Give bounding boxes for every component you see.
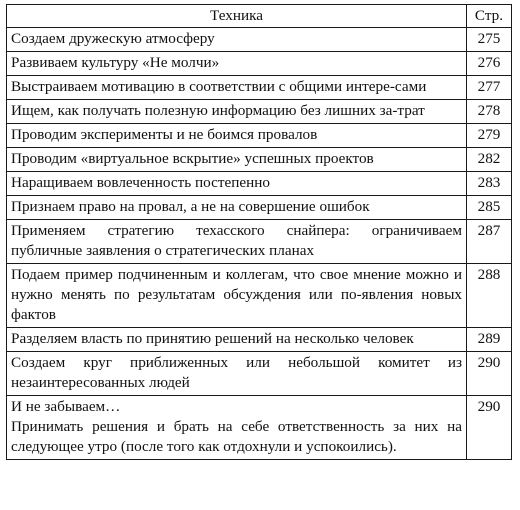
table-row [7, 76, 512, 100]
technique-cell: Развиваем культуру «Не молчи» [7, 52, 467, 76]
techniques-table [6, 4, 512, 460]
page-cell: 278 [467, 100, 512, 124]
table-row [7, 396, 512, 460]
technique-cell: Применяем стратегию техасского снайпера: ограничиваем публичные заявления о стратегических планах [7, 220, 467, 264]
technique-cell: Выстраиваем мотивацию в соответствии с общими интере-сами [7, 76, 467, 100]
table-row [7, 220, 512, 264]
table-header-row [7, 5, 512, 28]
page-cell: 287 [467, 220, 512, 264]
table-row [7, 328, 512, 352]
page-cell: 289 [467, 328, 512, 352]
page-cell: 290 [467, 352, 512, 396]
table-row [7, 148, 512, 172]
technique-cell [7, 396, 467, 460]
page-cell: 285 [467, 196, 512, 220]
technique-line: Принимать решения и брать на себе ответственность за них на следующее утро (после того как отдохнули и успокоились). [11, 418, 462, 455]
techniques-table-container [6, 4, 511, 460]
table-row [7, 28, 512, 52]
technique-line: И не забываем… [11, 398, 121, 415]
page-cell: 276 [467, 52, 512, 76]
header-technique: Техника [7, 5, 467, 28]
page-cell: 279 [467, 124, 512, 148]
table-row [7, 196, 512, 220]
page-cell: 277 [467, 76, 512, 100]
table-row [7, 352, 512, 396]
technique-cell: Проводим эксперименты и не боимся провалов [7, 124, 467, 148]
header-page: Стр. [467, 5, 512, 28]
technique-cell: Разделяем власть по принятию решений на несколько человек [7, 328, 467, 352]
technique-cell: Ищем, как получать полезную информацию без лишних за-трат [7, 100, 467, 124]
technique-cell: Создаем дружескую атмосферу [7, 28, 467, 52]
table-row [7, 124, 512, 148]
table-row [7, 52, 512, 76]
table-row [7, 100, 512, 124]
page-cell: 288 [467, 264, 512, 328]
page-cell: 282 [467, 148, 512, 172]
technique-cell: Подаем пример подчиненным и коллегам, что свое мнение можно и нужно менять по результатам обсуждения или по-явления новых фактов [7, 264, 467, 328]
table-row [7, 172, 512, 196]
technique-cell: Создаем круг приближенных или небольшой комитет из незаинтересованных людей [7, 352, 467, 396]
technique-cell: Признаем право на провал, а не на совершение ошибок [7, 196, 467, 220]
page-cell: 275 [467, 28, 512, 52]
page-cell: 290 [467, 396, 512, 460]
technique-cell: Наращиваем вовлеченность постепенно [7, 172, 467, 196]
technique-cell: Проводим «виртуальное вскрытие» успешных проектов [7, 148, 467, 172]
page-cell: 283 [467, 172, 512, 196]
table-row [7, 264, 512, 328]
